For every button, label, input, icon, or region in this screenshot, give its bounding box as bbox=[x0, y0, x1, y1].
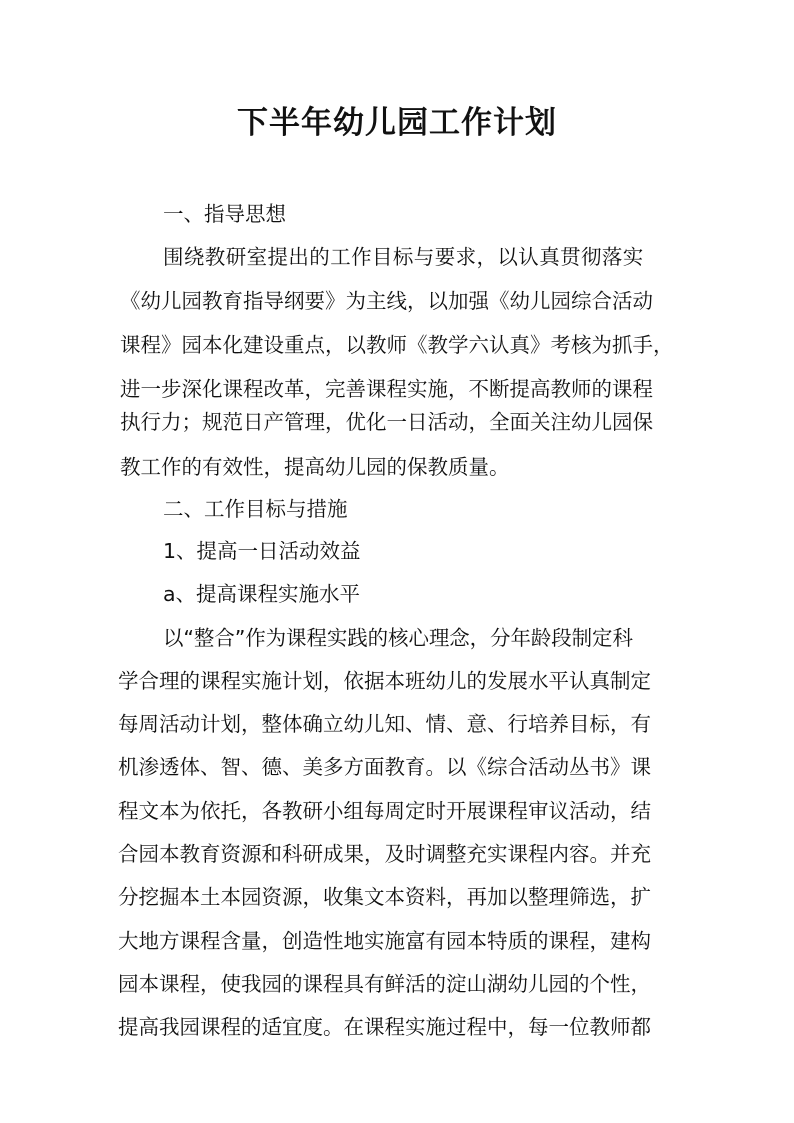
paragraph-line: 《幼儿园教育指导纲要》为主线，以加强《幼儿园综合活动 bbox=[120, 289, 653, 313]
paragraph-line: 以“整合”作为课程实践的核心理念，分年龄段制定科 bbox=[163, 626, 633, 650]
document-title: 下半年幼儿园工作计划 bbox=[237, 105, 557, 141]
section-heading-goals-and-measures: 二、工作目标与措施 bbox=[163, 497, 348, 521]
paragraph-line: 程文本为依托，各教研小组每周定时开展课程审议活动，结 bbox=[118, 799, 651, 823]
subsection-heading: 1、提高一日活动效益 bbox=[163, 539, 361, 563]
paragraph-line: 合园本教育资源和科研成果，及时调整充实课程内容。并充 bbox=[118, 842, 651, 866]
paragraph-line: 教工作的有效性，提高幼儿园的保教质量。 bbox=[120, 455, 510, 479]
paragraph-line: 进一步深化课程改革，完善课程实施，不断提高教师的课程 bbox=[120, 377, 653, 401]
section-heading-guiding-thought: 一、指导思想 bbox=[163, 202, 286, 226]
subsection-heading: a、提高课程实施水平 bbox=[163, 582, 361, 606]
paragraph-line: 每周活动计划，整体确立幼儿知、情、意、行培养目标，有 bbox=[118, 712, 651, 736]
paragraph-line: 园本课程，使我园的课程具有鲜活的淀山湖幼儿园的个性， bbox=[118, 972, 651, 996]
paragraph-line: 大地方课程含量，创造性地实施富有园本特质的课程，建构 bbox=[118, 929, 651, 953]
paragraph-line: 课程》园本化建设重点，以教师《教学六认真》考核为抓手， bbox=[120, 333, 674, 357]
paragraph-line: 分挖掘本土本园资源，收集文本资料，再加以整理筛选，扩 bbox=[118, 885, 651, 909]
paragraph-line: 机渗透体、智、德、美多方面教育。以《综合活动丛书》课 bbox=[118, 755, 651, 779]
paragraph-line: 提高我园课程的适宜度。在课程实施过程中，每一位教师都 bbox=[118, 1015, 651, 1039]
paragraph-line: 围绕教研室提出的工作目标与要求，以认真贯彻落实 bbox=[163, 245, 644, 269]
paragraph-line: 执行力；规范日产管理，优化一日活动，全面关注幼儿园保 bbox=[120, 410, 653, 434]
paragraph-line: 学合理的课程实施计划，依据本班幼儿的发展水平认真制定 bbox=[118, 669, 651, 693]
